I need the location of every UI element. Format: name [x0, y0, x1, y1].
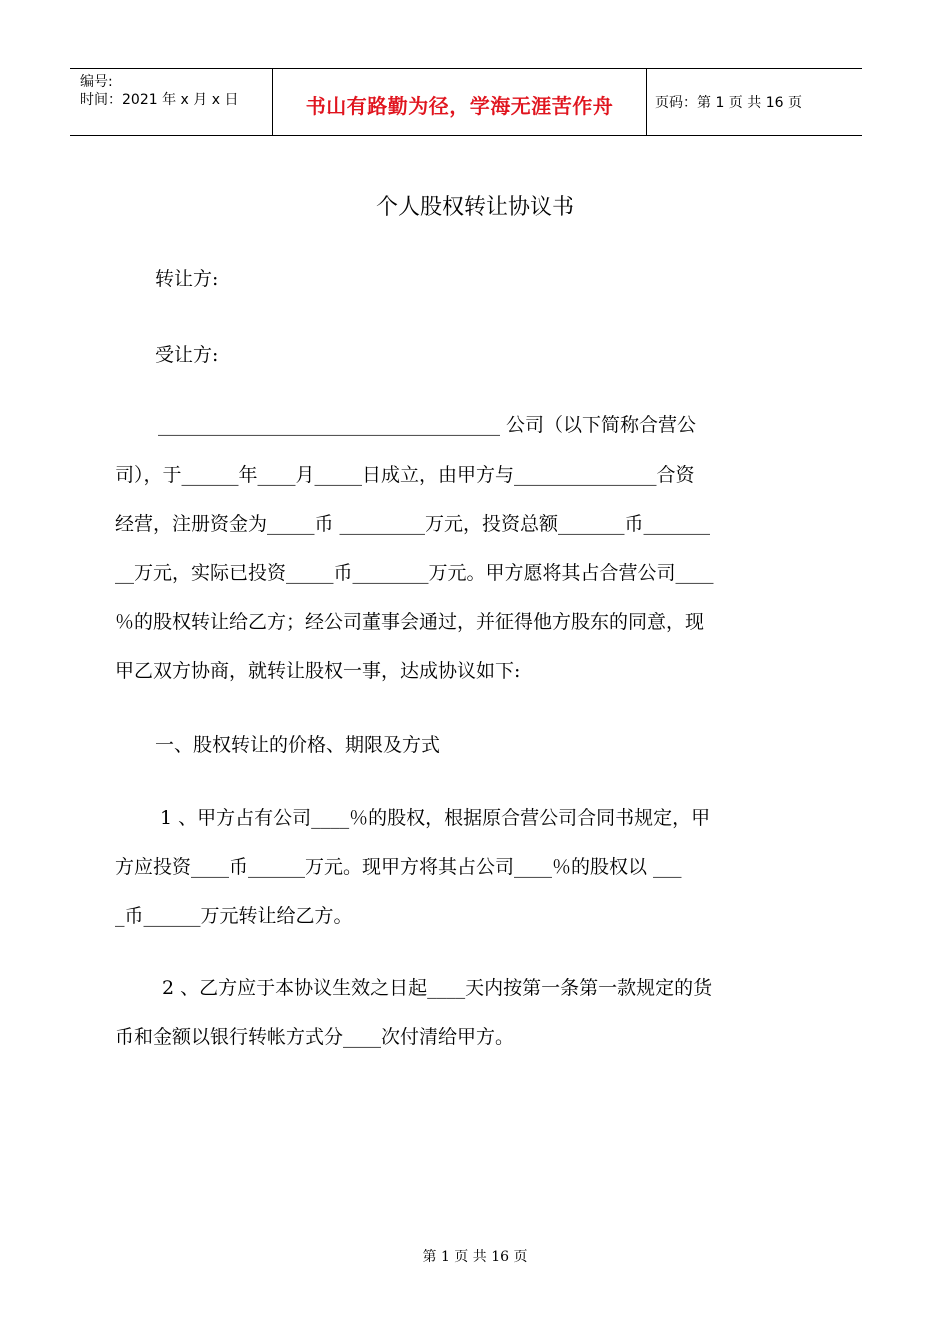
- transferee-label: 受让方:: [155, 344, 219, 366]
- page-header: [70, 68, 862, 136]
- transferor-label: 转让方:: [155, 268, 219, 290]
- page-label: 页码：第 1 页 共 16 页: [655, 95, 802, 111]
- clause2-line-2: 币和金额以银行转帐方式分____次付清给甲方。: [115, 1026, 515, 1048]
- clause1-line-1: 1 、甲方占有公司____％的股权，根据原合营公司合同书规定，甲: [160, 807, 711, 829]
- intro-line-6: 甲乙双方协商，就转让股权一事，达成协议如下:: [115, 660, 521, 682]
- time-label: 时间：2021 年 x 月 x 日: [80, 92, 239, 108]
- intro-line-2: 司），于______年____月_____日成立，由甲方与_______________合资: [115, 464, 695, 486]
- document-title: 个人股权转让协议书: [375, 195, 574, 220]
- clause2-line-1: 2 、乙方应于本协议生效之日起____天内按第一条第一款规定的货: [162, 977, 713, 999]
- header-meta-cell: [70, 69, 273, 135]
- clause1-line-3: _币______万元转让给乙方。: [115, 905, 353, 927]
- number-label: 编号:: [80, 74, 113, 90]
- intro-line-4: __万元，实际已投资_____币________万元。甲方愿将其占合营公司____: [115, 562, 714, 584]
- intro-line-5: ％的股权转让给乙方；经公司董事会通过，并征得他方股东的同意，现: [115, 611, 705, 633]
- motto-text: 书山有路勤为径，学海无涯苦作舟: [305, 93, 614, 118]
- clause1-line-2: 方应投资____币______万元。现甲方将其占公司____％的股权以 ___: [115, 856, 682, 878]
- intro-line-1: ____________________________________ 公司（以下简称合营公: [158, 414, 697, 436]
- header-motto-cell: [273, 69, 647, 135]
- intro-line-3: 经营，注册资金为_____币 _________万元，投资总额_______币_______: [115, 513, 711, 535]
- section1-heading: 一、股权转让的价格、期限及方式: [155, 734, 441, 756]
- header-page-cell: [647, 69, 862, 135]
- page-footer: 第 1 页 共 16 页: [422, 1249, 528, 1265]
